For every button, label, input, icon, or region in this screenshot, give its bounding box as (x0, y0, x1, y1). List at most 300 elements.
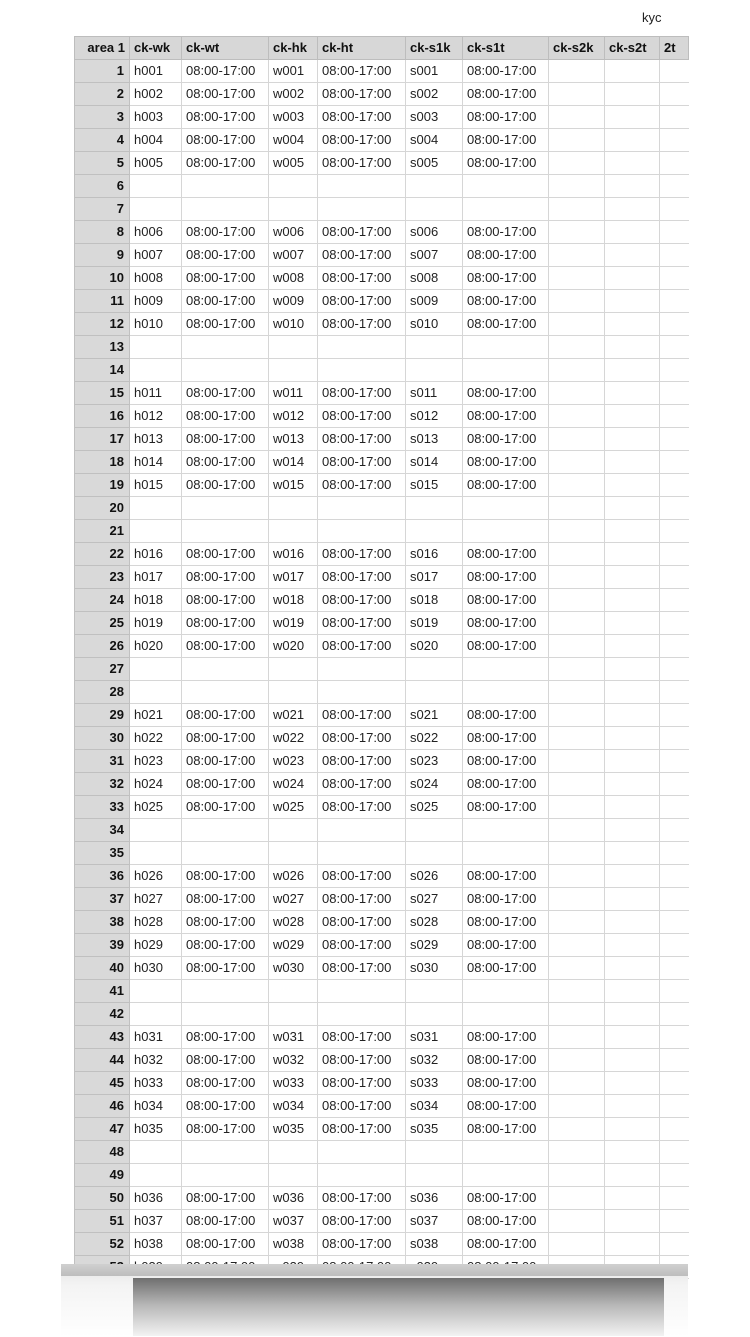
table-cell[interactable]: h001 (130, 60, 182, 83)
table-cell[interactable] (660, 198, 689, 221)
table-cell[interactable] (660, 681, 689, 704)
row-number[interactable]: 20 (75, 497, 130, 520)
table-cell[interactable]: 08:00-17:00 (318, 244, 406, 267)
table-cell[interactable]: 08:00-17:00 (463, 635, 549, 658)
table-cell[interactable] (605, 290, 660, 313)
table-cell[interactable]: h031 (130, 1026, 182, 1049)
table-cell[interactable] (269, 1164, 318, 1187)
table-cell[interactable]: 08:00-17:00 (463, 1187, 549, 1210)
table-cell[interactable] (660, 796, 689, 819)
table-cell[interactable] (660, 1141, 689, 1164)
table-cell[interactable]: 08:00-17:00 (463, 474, 549, 497)
table-cell[interactable] (406, 681, 463, 704)
table-cell[interactable] (130, 1003, 182, 1026)
table-cell[interactable]: s019 (406, 612, 463, 635)
table-cell[interactable]: 08:00-17:00 (463, 934, 549, 957)
table-cell[interactable] (406, 520, 463, 543)
table-cell[interactable] (463, 658, 549, 681)
row-number[interactable]: 6 (75, 175, 130, 198)
table-cell[interactable]: 08:00-17:00 (318, 796, 406, 819)
table-cell[interactable] (605, 727, 660, 750)
table-cell[interactable]: w012 (269, 405, 318, 428)
table-cell[interactable]: w020 (269, 635, 318, 658)
table-cell[interactable] (182, 175, 269, 198)
table-cell[interactable]: h029 (130, 934, 182, 957)
table-cell[interactable]: w022 (269, 727, 318, 750)
table-cell[interactable] (463, 681, 549, 704)
table-cell[interactable]: 08:00-17:00 (463, 1095, 549, 1118)
table-cell[interactable]: 08:00-17:00 (182, 290, 269, 313)
table-cell[interactable]: 08:00-17:00 (182, 60, 269, 83)
table-cell[interactable]: 08:00-17:00 (182, 221, 269, 244)
table-cell[interactable]: 08:00-17:00 (318, 543, 406, 566)
table-cell[interactable]: 08:00-17:00 (318, 290, 406, 313)
table-cell[interactable] (605, 1118, 660, 1141)
table-cell[interactable] (182, 520, 269, 543)
table-cell[interactable]: s034 (406, 1095, 463, 1118)
column-header-ck-wk[interactable]: ck-wk (130, 37, 182, 60)
table-cell[interactable] (549, 129, 605, 152)
table-cell[interactable] (605, 1187, 660, 1210)
row-number[interactable]: 30 (75, 727, 130, 750)
table-cell[interactable] (130, 1141, 182, 1164)
table-cell[interactable]: w017 (269, 566, 318, 589)
table-cell[interactable]: 08:00-17:00 (182, 129, 269, 152)
table-cell[interactable]: 08:00-17:00 (463, 612, 549, 635)
row-number[interactable]: 38 (75, 911, 130, 934)
table-cell[interactable] (660, 244, 689, 267)
table-cell[interactable] (660, 635, 689, 658)
table-cell[interactable]: 08:00-17:00 (463, 773, 549, 796)
row-number[interactable]: 45 (75, 1072, 130, 1095)
table-cell[interactable] (605, 313, 660, 336)
table-cell[interactable]: 08:00-17:00 (318, 382, 406, 405)
table-cell[interactable]: h004 (130, 129, 182, 152)
table-cell[interactable] (463, 497, 549, 520)
table-cell[interactable]: 08:00-17:00 (318, 773, 406, 796)
table-cell[interactable] (660, 175, 689, 198)
table-cell[interactable] (318, 658, 406, 681)
table-cell[interactable] (463, 1141, 549, 1164)
table-cell[interactable] (463, 198, 549, 221)
row-number[interactable]: 13 (75, 336, 130, 359)
table-cell[interactable] (605, 543, 660, 566)
column-header-ck-wt[interactable]: ck-wt (182, 37, 269, 60)
table-cell[interactable]: s011 (406, 382, 463, 405)
table-cell[interactable]: h010 (130, 313, 182, 336)
spreadsheet-grid[interactable] (74, 36, 688, 1264)
table-cell[interactable] (406, 658, 463, 681)
table-cell[interactable]: 08:00-17:00 (463, 106, 549, 129)
table-cell[interactable]: h025 (130, 796, 182, 819)
table-cell[interactable] (605, 773, 660, 796)
table-cell[interactable]: h036 (130, 1187, 182, 1210)
table-cell[interactable]: s014 (406, 451, 463, 474)
row-number[interactable]: 25 (75, 612, 130, 635)
table-cell[interactable] (182, 1141, 269, 1164)
table-cell[interactable]: h018 (130, 589, 182, 612)
table-cell[interactable] (605, 1049, 660, 1072)
table-cell[interactable]: 08:00-17:00 (463, 957, 549, 980)
table-cell[interactable]: w029 (269, 934, 318, 957)
table-cell[interactable] (660, 60, 689, 83)
table-cell[interactable] (269, 842, 318, 865)
table-cell[interactable]: 08:00-17:00 (318, 704, 406, 727)
table-cell[interactable] (549, 796, 605, 819)
table-cell[interactable] (130, 520, 182, 543)
table-cell[interactable]: s033 (406, 1072, 463, 1095)
row-number[interactable]: 21 (75, 520, 130, 543)
table-cell[interactable]: w035 (269, 1118, 318, 1141)
table-cell[interactable] (406, 842, 463, 865)
table-cell[interactable] (269, 175, 318, 198)
table-cell[interactable]: 08:00-17:00 (463, 313, 549, 336)
table-cell[interactable]: h013 (130, 428, 182, 451)
table-cell[interactable]: 08:00-17:00 (463, 83, 549, 106)
table-cell[interactable] (549, 1164, 605, 1187)
row-number[interactable]: 47 (75, 1118, 130, 1141)
table-cell[interactable]: w019 (269, 612, 318, 635)
table-cell[interactable]: w001 (269, 60, 318, 83)
table-cell[interactable]: w002 (269, 83, 318, 106)
table-cell[interactable]: 08:00-17:00 (182, 888, 269, 911)
table-cell[interactable]: 08:00-17:00 (318, 221, 406, 244)
table-cell[interactable] (318, 980, 406, 1003)
table-cell[interactable]: 08:00-17:00 (463, 1049, 549, 1072)
table-cell[interactable]: s024 (406, 773, 463, 796)
table-cell[interactable]: 08:00-17:00 (182, 106, 269, 129)
table-cell[interactable] (269, 658, 318, 681)
table-cell[interactable] (549, 221, 605, 244)
table-cell[interactable] (182, 1003, 269, 1026)
row-number[interactable]: 39 (75, 934, 130, 957)
table-cell[interactable] (269, 198, 318, 221)
table-cell[interactable] (549, 520, 605, 543)
table-cell[interactable] (182, 198, 269, 221)
table-cell[interactable]: h026 (130, 865, 182, 888)
table-cell[interactable] (605, 1072, 660, 1095)
table-cell[interactable] (605, 198, 660, 221)
table-cell[interactable] (130, 175, 182, 198)
table-cell[interactable] (605, 589, 660, 612)
table-cell[interactable]: 08:00-17:00 (318, 865, 406, 888)
table-cell[interactable] (269, 520, 318, 543)
table-cell[interactable] (549, 566, 605, 589)
row-number[interactable]: 44 (75, 1049, 130, 1072)
table-cell[interactable]: h007 (130, 244, 182, 267)
table-cell[interactable] (660, 267, 689, 290)
table-cell[interactable] (318, 198, 406, 221)
table-cell[interactable] (269, 819, 318, 842)
table-cell[interactable] (463, 520, 549, 543)
table-cell[interactable]: 08:00-17:00 (182, 727, 269, 750)
table-cell[interactable] (605, 1095, 660, 1118)
table-cell[interactable]: 08:00-17:00 (182, 750, 269, 773)
table-cell[interactable]: h033 (130, 1072, 182, 1095)
table-cell[interactable]: w032 (269, 1049, 318, 1072)
table-cell[interactable] (605, 911, 660, 934)
table-cell[interactable] (318, 842, 406, 865)
table-cell[interactable]: 08:00-17:00 (318, 1072, 406, 1095)
table-cell[interactable]: w033 (269, 1072, 318, 1095)
table-cell[interactable]: 08:00-17:00 (463, 1210, 549, 1233)
table-cell[interactable]: h002 (130, 83, 182, 106)
table-cell[interactable]: 08:00-17:00 (318, 1187, 406, 1210)
table-cell[interactable]: h011 (130, 382, 182, 405)
table-cell[interactable]: s027 (406, 888, 463, 911)
row-number[interactable]: 9 (75, 244, 130, 267)
table-cell[interactable] (605, 1233, 660, 1256)
table-cell[interactable] (549, 635, 605, 658)
table-cell[interactable] (660, 773, 689, 796)
table-cell[interactable]: 08:00-17:00 (463, 451, 549, 474)
table-cell[interactable]: w010 (269, 313, 318, 336)
row-number[interactable]: 35 (75, 842, 130, 865)
table-cell[interactable] (549, 1026, 605, 1049)
table-cell[interactable] (269, 681, 318, 704)
table-cell[interactable]: 08:00-17:00 (318, 60, 406, 83)
table-cell[interactable] (549, 313, 605, 336)
table-cell[interactable] (660, 612, 689, 635)
table-cell[interactable]: w008 (269, 267, 318, 290)
row-number[interactable]: 48 (75, 1141, 130, 1164)
table-cell[interactable] (605, 1003, 660, 1026)
table-cell[interactable]: w004 (269, 129, 318, 152)
table-cell[interactable]: s006 (406, 221, 463, 244)
table-cell[interactable]: h012 (130, 405, 182, 428)
table-cell[interactable] (130, 198, 182, 221)
table-cell[interactable] (549, 865, 605, 888)
table-cell[interactable]: s018 (406, 589, 463, 612)
row-number[interactable]: 42 (75, 1003, 130, 1026)
table-cell[interactable]: 08:00-17:00 (182, 566, 269, 589)
table-cell[interactable] (318, 336, 406, 359)
table-cell[interactable]: 08:00-17:00 (463, 152, 549, 175)
table-cell[interactable]: 08:00-17:00 (182, 911, 269, 934)
bottom-scroll-bar[interactable] (61, 1264, 688, 1276)
table-cell[interactable] (660, 1210, 689, 1233)
table-cell[interactable] (605, 934, 660, 957)
table-cell[interactable]: 08:00-17:00 (182, 1187, 269, 1210)
table-cell[interactable] (463, 1003, 549, 1026)
table-cell[interactable] (549, 1072, 605, 1095)
table-cell[interactable] (605, 1164, 660, 1187)
table-cell[interactable] (549, 1095, 605, 1118)
row-number[interactable]: 33 (75, 796, 130, 819)
table-cell[interactable]: s029 (406, 934, 463, 957)
table-cell[interactable]: s009 (406, 290, 463, 313)
table-cell[interactable]: 08:00-17:00 (463, 704, 549, 727)
table-cell[interactable] (549, 750, 605, 773)
table-cell[interactable]: 08:00-17:00 (318, 106, 406, 129)
table-cell[interactable] (549, 681, 605, 704)
table-cell[interactable]: 08:00-17:00 (463, 1233, 549, 1256)
row-number[interactable]: 12 (75, 313, 130, 336)
table-cell[interactable] (660, 290, 689, 313)
table-cell[interactable] (549, 1049, 605, 1072)
row-number[interactable]: 10 (75, 267, 130, 290)
table-cell[interactable] (605, 152, 660, 175)
table-cell[interactable] (406, 175, 463, 198)
table-cell[interactable]: h035 (130, 1118, 182, 1141)
table-cell[interactable] (660, 1187, 689, 1210)
table-cell[interactable] (605, 451, 660, 474)
table-cell[interactable] (269, 1003, 318, 1026)
row-number[interactable]: 36 (75, 865, 130, 888)
table-cell[interactable]: s038 (406, 1233, 463, 1256)
column-header-ck-s1k[interactable]: ck-s1k (406, 37, 463, 60)
table-cell[interactable] (549, 405, 605, 428)
table-cell[interactable] (549, 428, 605, 451)
table-cell[interactable] (549, 980, 605, 1003)
table-cell[interactable]: 08:00-17:00 (463, 727, 549, 750)
table-cell[interactable]: 08:00-17:00 (182, 474, 269, 497)
table-cell[interactable] (549, 727, 605, 750)
table-cell[interactable] (318, 497, 406, 520)
table-cell[interactable] (605, 658, 660, 681)
table-cell[interactable] (605, 957, 660, 980)
table-cell[interactable] (549, 267, 605, 290)
table-cell[interactable] (660, 1026, 689, 1049)
table-cell[interactable]: 08:00-17:00 (318, 267, 406, 290)
table-cell[interactable] (549, 244, 605, 267)
table-cell[interactable] (182, 980, 269, 1003)
table-cell[interactable]: s015 (406, 474, 463, 497)
table-cell[interactable]: s003 (406, 106, 463, 129)
table-cell[interactable]: 08:00-17:00 (182, 1233, 269, 1256)
table-cell[interactable]: h038 (130, 1233, 182, 1256)
table-cell[interactable] (182, 842, 269, 865)
table-cell[interactable] (605, 566, 660, 589)
table-cell[interactable]: w005 (269, 152, 318, 175)
column-header-ck-s2t[interactable]: ck-s2t (605, 37, 660, 60)
table-cell[interactable]: 08:00-17:00 (318, 129, 406, 152)
table-cell[interactable] (660, 428, 689, 451)
table-cell[interactable]: 08:00-17:00 (318, 934, 406, 957)
table-cell[interactable]: w021 (269, 704, 318, 727)
table-cell[interactable]: 08:00-17:00 (318, 313, 406, 336)
table-cell[interactable]: w016 (269, 543, 318, 566)
table-cell[interactable]: w015 (269, 474, 318, 497)
table-cell[interactable]: h016 (130, 543, 182, 566)
table-cell[interactable]: 08:00-17:00 (182, 589, 269, 612)
table-cell[interactable] (660, 152, 689, 175)
table-cell[interactable] (549, 1233, 605, 1256)
row-number[interactable]: 52 (75, 1233, 130, 1256)
table-cell[interactable] (605, 635, 660, 658)
table-cell[interactable]: h005 (130, 152, 182, 175)
row-number[interactable]: 15 (75, 382, 130, 405)
table-cell[interactable] (605, 336, 660, 359)
table-cell[interactable] (182, 658, 269, 681)
table-cell[interactable] (605, 1141, 660, 1164)
row-number[interactable]: 26 (75, 635, 130, 658)
column-header-ck-hk[interactable]: ck-hk (269, 37, 318, 60)
table-cell[interactable]: h030 (130, 957, 182, 980)
table-cell[interactable] (660, 497, 689, 520)
table-cell[interactable] (660, 474, 689, 497)
table-cell[interactable] (182, 1164, 269, 1187)
row-number[interactable]: 17 (75, 428, 130, 451)
table-cell[interactable] (660, 1072, 689, 1095)
table-cell[interactable] (182, 497, 269, 520)
table-cell[interactable]: s036 (406, 1187, 463, 1210)
table-cell[interactable] (660, 336, 689, 359)
table-cell[interactable] (549, 290, 605, 313)
table-cell[interactable]: w028 (269, 911, 318, 934)
row-number[interactable]: 22 (75, 543, 130, 566)
table-cell[interactable]: 08:00-17:00 (182, 244, 269, 267)
table-cell[interactable]: s008 (406, 267, 463, 290)
table-cell[interactable] (660, 1003, 689, 1026)
table-cell[interactable]: 08:00-17:00 (182, 1072, 269, 1095)
table-cell[interactable]: w007 (269, 244, 318, 267)
table-cell[interactable]: 08:00-17:00 (463, 589, 549, 612)
table-cell[interactable]: w018 (269, 589, 318, 612)
table-cell[interactable]: h021 (130, 704, 182, 727)
table-cell[interactable]: w023 (269, 750, 318, 773)
table-cell[interactable] (549, 957, 605, 980)
table-cell[interactable]: h022 (130, 727, 182, 750)
table-cell[interactable] (660, 382, 689, 405)
table-cell[interactable] (549, 336, 605, 359)
table-cell[interactable]: 08:00-17:00 (318, 635, 406, 658)
table-cell[interactable] (463, 359, 549, 382)
table-cell[interactable]: h017 (130, 566, 182, 589)
row-number[interactable]: 16 (75, 405, 130, 428)
table-cell[interactable] (660, 221, 689, 244)
column-header-ck-s2k[interactable]: ck-s2k (549, 37, 605, 60)
table-cell[interactable] (549, 1187, 605, 1210)
table-cell[interactable]: h019 (130, 612, 182, 635)
table-cell[interactable] (660, 1049, 689, 1072)
row-number[interactable]: 50 (75, 1187, 130, 1210)
table-cell[interactable] (130, 336, 182, 359)
row-number[interactable]: 8 (75, 221, 130, 244)
table-cell[interactable] (406, 1141, 463, 1164)
table-cell[interactable]: 08:00-17:00 (318, 566, 406, 589)
table-cell[interactable] (549, 842, 605, 865)
column-header-area[interactable]: area 1 (75, 37, 130, 60)
table-cell[interactable]: w026 (269, 865, 318, 888)
table-cell[interactable]: 08:00-17:00 (318, 612, 406, 635)
table-cell[interactable] (605, 1210, 660, 1233)
table-cell[interactable]: 08:00-17:00 (463, 911, 549, 934)
table-cell[interactable] (605, 129, 660, 152)
row-number[interactable]: 18 (75, 451, 130, 474)
table-cell[interactable]: s013 (406, 428, 463, 451)
table-cell[interactable]: 08:00-17:00 (182, 957, 269, 980)
table-cell[interactable]: 08:00-17:00 (463, 244, 549, 267)
table-cell[interactable]: h027 (130, 888, 182, 911)
table-cell[interactable] (605, 819, 660, 842)
table-cell[interactable] (605, 520, 660, 543)
table-cell[interactable] (605, 428, 660, 451)
table-cell[interactable]: w034 (269, 1095, 318, 1118)
table-cell[interactable] (660, 865, 689, 888)
table-cell[interactable] (406, 497, 463, 520)
table-cell[interactable] (130, 980, 182, 1003)
column-header-2t[interactable]: 2t (660, 37, 689, 60)
table-cell[interactable] (660, 589, 689, 612)
table-cell[interactable] (605, 704, 660, 727)
table-cell[interactable]: 08:00-17:00 (318, 589, 406, 612)
table-cell[interactable]: s016 (406, 543, 463, 566)
row-number[interactable]: 3 (75, 106, 130, 129)
table-cell[interactable]: 08:00-17:00 (463, 267, 549, 290)
table-cell[interactable] (549, 152, 605, 175)
table-cell[interactable] (463, 842, 549, 865)
